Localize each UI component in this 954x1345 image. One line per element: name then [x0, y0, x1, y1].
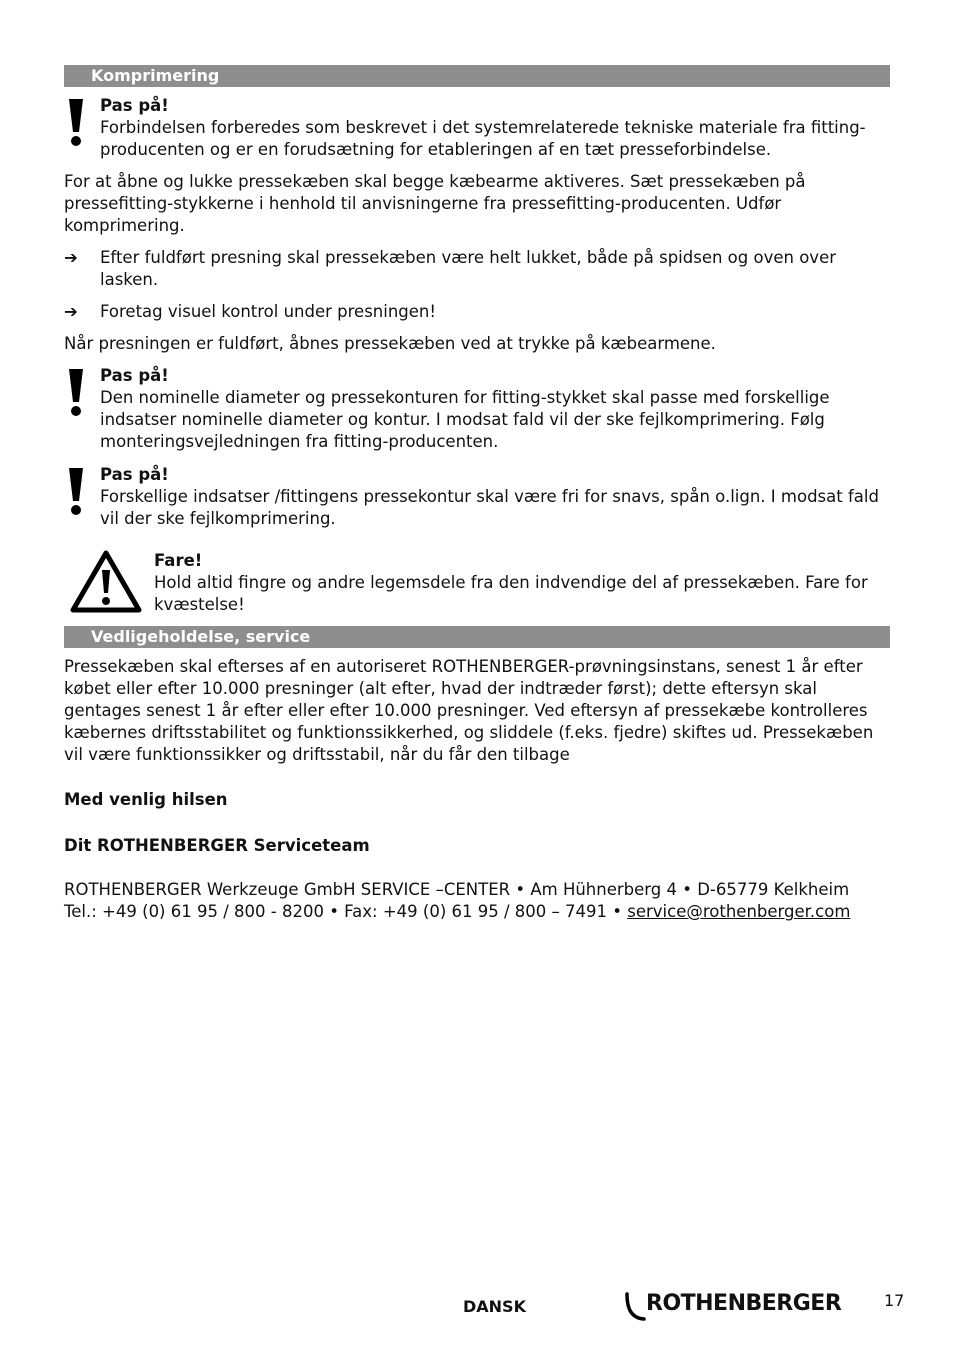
note-title: Pas på!	[100, 96, 169, 115]
exclamation-icon	[66, 369, 86, 417]
caution-note-2	[64, 365, 890, 453]
note-title: Pas på!	[100, 366, 169, 385]
bullet-item	[64, 301, 890, 323]
arrow-right-icon: ➔	[64, 248, 78, 267]
exclamation-icon	[66, 468, 86, 516]
danger-title: Fare!	[154, 551, 203, 570]
note-text: Forbindelsen forberedes som beskrevet i det systemrelaterede tekniske materiale fra fitting-producenten og er en forudsætning for etableringen af en tæt presseforbindelse.	[100, 118, 866, 159]
page-number: 17	[884, 1291, 905, 1310]
danger-note	[64, 550, 890, 616]
bullet-text: Foretag visuel kontrol under presningen!	[100, 302, 436, 321]
section-header-komprimering: Komprimering	[64, 65, 890, 87]
rothenberger-logo-icon	[624, 1290, 646, 1322]
exclamation-icon	[66, 99, 86, 147]
team-signature: Dit ROTHENBERGER Serviceteam	[64, 836, 370, 855]
brand-name: ROTHENBERGER	[646, 1291, 842, 1316]
section-header-service: Vedligeholdelse, service	[64, 626, 890, 648]
paragraph-service: Pressekæben skal efterses af en autoriseret ROTHENBERGER-prøvningsinstans, senest 1 år efter købet eller efter 10.000 presninger (alt efter, hvad der indtræder først); dette eftersyn skal gentages senest 1 år efter eller efter 10.000 presninger. Ved eftersyn af pressekæbe kontrolleres kæbernes driftsstabilitet og funktionssikkerhed, og sliddele (f.eks. fjedre) skiftes ud. Pressekæben vil være funktionssikker og driftsstabil, når du får den tilbage	[64, 657, 874, 764]
bullet-text: Efter fuldført presning skal pressekæben være helt lukket, både på spidsen og oven over lasken.	[100, 248, 837, 289]
danger-text: Hold altid fingre og andre legemsdele fra den indvendige del af pressekæben. Fare for kvæstelse!	[154, 573, 868, 614]
page-content	[64, 65, 890, 923]
arrow-right-icon: ➔	[64, 302, 78, 321]
note-title: Pas på!	[100, 465, 169, 484]
caution-note-3	[64, 464, 890, 530]
email-link[interactable]: service@rothenberger.com	[627, 902, 851, 921]
note-text: Den nominelle diameter og pressekonturen for fitting-stykket skal passe med forskellige indsatser nominelle diameter og kontur. I modsat fald vil der ske fejlkomprimering. Følg monteringsvejledningen fra fitting-producenten.	[100, 388, 830, 451]
bullet-item	[64, 247, 890, 291]
paragraph-open-jaw: Når presningen er fuldført, åbnes pressekæben ved at trykke på kæbearmene.	[64, 334, 716, 353]
greeting: Med venlig hilsen	[64, 790, 228, 809]
contact-text: Tel.: +49 (0) 61 95 / 800 - 8200 • Fax: +49 (0) 61 95 / 800 – 7491 •	[64, 902, 628, 921]
address-line: ROTHENBERGER Werkzeuge GmbH SERVICE –CENTER • Am Hühnerberg 4 • D-65779 Kelkheim	[64, 880, 850, 899]
paragraph-instructions: For at åbne og lukke pressekæben skal begge kæbearme aktiveres. Sæt pressekæben på pressefitting-stykkerne i henhold til anvisningerne fra pressefitting-producenten. Udfør komprimering.	[64, 172, 806, 235]
caution-note-1	[64, 95, 890, 161]
note-text: Forskellige indsatser /fittingens pressekontur skal være fri for snavs, spån o.lign. I modsat fald vil der ske fejlkomprimering.	[100, 487, 879, 528]
warning-triangle-icon	[70, 550, 142, 614]
footer-language: DANSK	[463, 1297, 526, 1316]
contact-line	[64, 901, 890, 923]
brand-logo	[624, 1290, 841, 1322]
